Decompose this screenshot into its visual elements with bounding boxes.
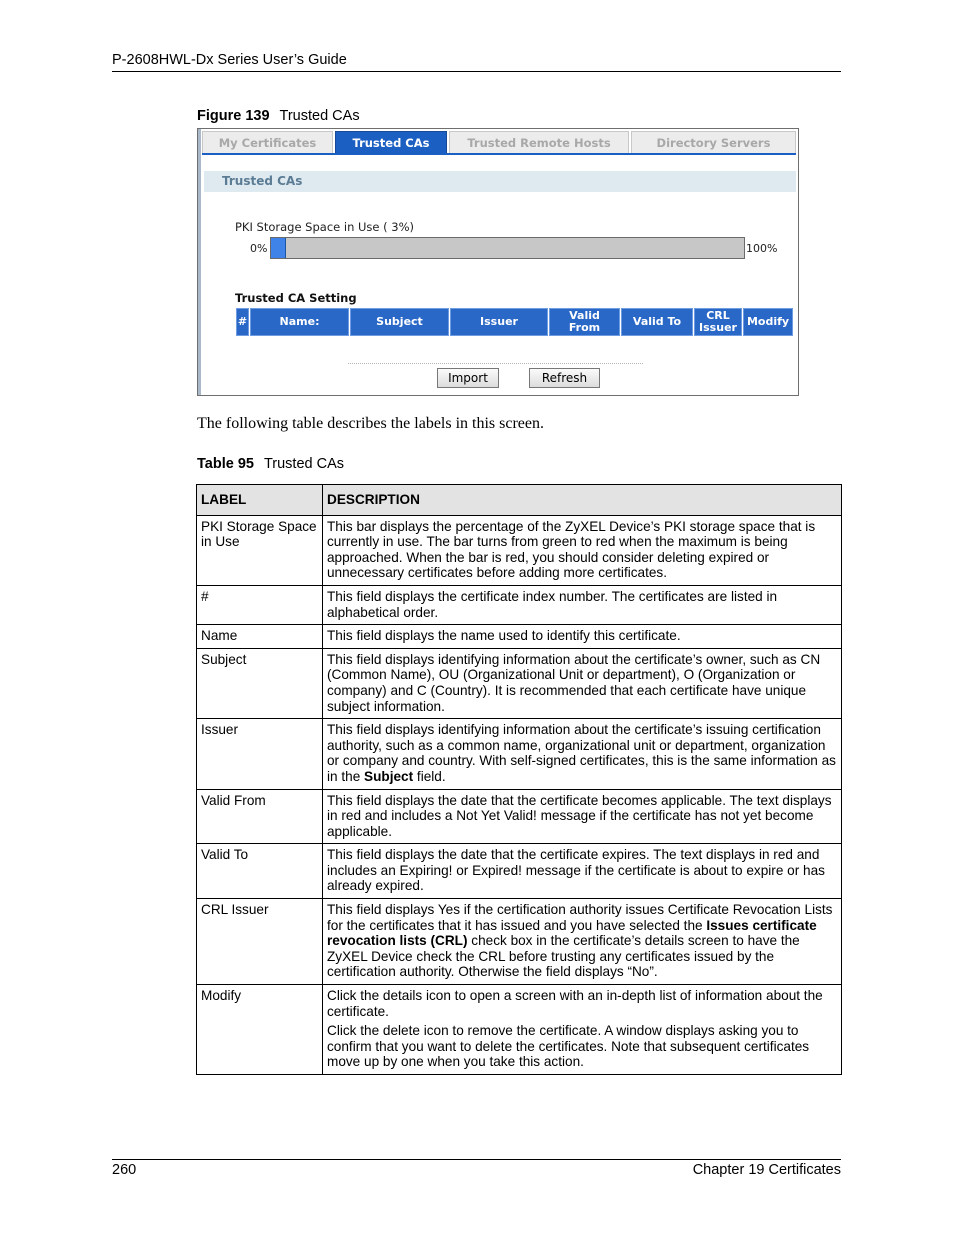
- pki-storage-bar-fill: [271, 238, 286, 258]
- row-description: [323, 719, 842, 789]
- refresh-button[interactable]: Refresh: [529, 368, 600, 388]
- row-label: Name: [197, 625, 323, 649]
- row-description-text: check box in the certificate’s details screen to have the ZyXEL Device check the CRL before trusting any certificates issued by the certification authority. Otherwise the field displays “No”.: [327, 933, 800, 980]
- header-label: LABEL: [197, 485, 323, 516]
- row-description-text: This field displays Yes if the certification authority issues Certificate Revocation Lists for the certificates that it has issued and you have selected the: [327, 902, 833, 933]
- table-row: [197, 899, 842, 985]
- row-description-bold: Issues certificate revocation lists (CRL): [327, 917, 817, 949]
- pki-storage-label: PKI Storage Space in Use ( 3%): [235, 220, 415, 234]
- row-description-text: field.: [413, 768, 446, 784]
- header-description: DESCRIPTION: [323, 485, 842, 516]
- section-title: Trusted CAs: [222, 174, 303, 188]
- footer-rule: [112, 1159, 841, 1160]
- page-number: 260: [112, 1162, 137, 1178]
- bar-max-label: 100%: [746, 242, 778, 255]
- row-label: Issuer: [197, 719, 323, 789]
- row-description: This bar displays the percentage of the ZyXEL Device’s PKI storage space that is currently in use. The bar turns from green to red when the maximum is being approached. When the bar is red, you should consider deleting expired or unnecessary certificates before adding more certificates.: [323, 515, 842, 585]
- row-description: This field displays identifying information about the certificate’s owner, such as CN (Common Name), OU (Organizational Unit or department), O (Organization or company) and C (Country). It is recommended that each certificate have unique subject information.: [323, 648, 842, 718]
- figure-caption-number: Figure 139: [197, 108, 270, 124]
- row-description: This field displays the date that the certificate expires. The text displays in red and includes an Expiring! or Expired! message if the certificate is about to expire or has already expired.: [323, 844, 842, 899]
- column-header-issuer: Issuer: [450, 308, 548, 336]
- table-row: [197, 844, 842, 899]
- row-label: Subject: [197, 648, 323, 718]
- table-row: [197, 625, 842, 649]
- row-description: [323, 899, 842, 985]
- row-description-text: This field displays identifying information about the certificate’s issuing certification authority, such as a common name, organizational unit or department, organization or company and country. With self-signed certificates, this is the same information as in the: [327, 722, 836, 784]
- table-row: [197, 719, 842, 789]
- trusted-ca-setting-title: Trusted CA Setting: [235, 291, 357, 305]
- row-label: Valid From: [197, 789, 323, 844]
- table-caption: [197, 456, 344, 472]
- tab-trusted-cas[interactable]: Trusted CAs: [335, 131, 447, 153]
- column-header-name: Name:: [250, 308, 349, 336]
- table-caption-number: Table 95: [197, 456, 254, 472]
- tab-trusted-remote-hosts[interactable]: Trusted Remote Hosts: [449, 131, 629, 153]
- table-row: [197, 985, 842, 1075]
- row-description-bold: Subject: [364, 768, 414, 784]
- row-description-paragraph: Click the details icon to open a screen with an in-depth list of information about the certificate.: [327, 988, 823, 1019]
- row-label: CRL Issuer: [197, 899, 323, 985]
- column-header-modify: Modify: [743, 308, 793, 336]
- column-header-valid-to: Valid To: [621, 308, 693, 336]
- row-description: [323, 985, 842, 1075]
- row-label: #: [197, 585, 323, 624]
- intro-paragraph: The following table describes the labels in this screen.: [197, 415, 545, 432]
- tab-directory-servers[interactable]: Directory Servers: [631, 131, 796, 153]
- row-description: This field displays the date that the certificate becomes applicable. The text displays in red and includes a Not Yet Valid! message if the certificate has not yet become applicable.: [323, 789, 842, 844]
- page-header-title: P-2608HWL-Dx Series User’s Guide: [112, 52, 347, 68]
- row-description: This field displays the name used to identify this certificate.: [323, 625, 842, 649]
- header-rule: [112, 71, 841, 72]
- table-divider: [348, 363, 643, 364]
- table-caption-title: Trusted CAs: [263, 456, 344, 472]
- row-description: This field displays the certificate index number. The certificates are listed in alphabetical order.: [323, 585, 842, 624]
- table-header-row: [197, 485, 842, 516]
- column-header-valid-from: Valid From: [549, 308, 620, 336]
- bar-min-label: 0%: [250, 242, 268, 255]
- chapter-title: Chapter 19 Certificates: [692, 1162, 841, 1178]
- figure-caption: [197, 108, 360, 124]
- tab-my-certificates[interactable]: My Certificates: [202, 131, 333, 153]
- column-header-subject: Subject: [350, 308, 449, 336]
- table-row: [197, 515, 842, 585]
- table-row: [197, 648, 842, 718]
- section-title-bar: [204, 171, 796, 192]
- pki-storage-bar: [270, 237, 745, 259]
- column-header-crl-issuer: CRL Issuer: [694, 308, 742, 336]
- screenshot-left-border: [198, 129, 201, 395]
- column-header-index: #: [236, 308, 249, 336]
- labels-description-table: [196, 484, 842, 1075]
- import-button[interactable]: Import: [437, 368, 499, 388]
- row-label: PKI Storage Space in Use: [197, 515, 323, 585]
- table-row: [197, 789, 842, 844]
- certificate-tabs: [202, 131, 796, 154]
- tabs-underline: [202, 153, 796, 155]
- table-row: [197, 585, 842, 624]
- trusted-cas-screenshot: [197, 128, 799, 396]
- row-label: Valid To: [197, 844, 323, 899]
- row-description-paragraph: Click the delete icon to remove the certificate. A window displays asking you to confirm that you want to delete the certificates. Note that subsequent certificates move up by one when you take this action.: [327, 1023, 810, 1070]
- figure-caption-title: Trusted CAs: [279, 108, 360, 124]
- row-label: Modify: [197, 985, 323, 1075]
